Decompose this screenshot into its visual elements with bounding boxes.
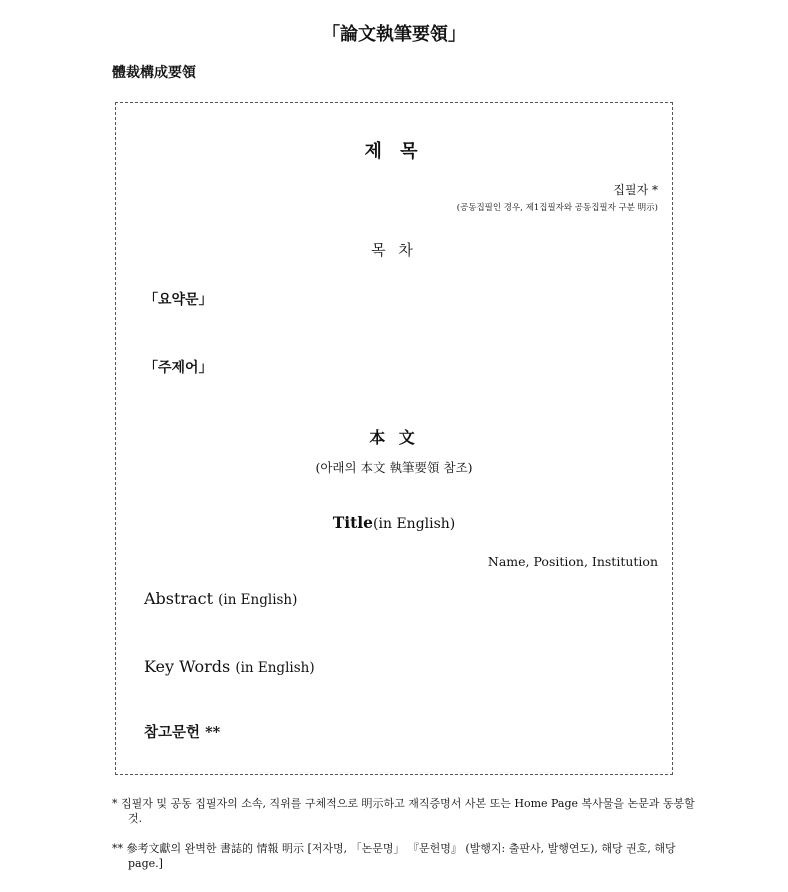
abstract-label: Abstract bbox=[144, 589, 214, 608]
keywords-en-label: Key Words bbox=[144, 657, 231, 676]
english-title-suffix: (in English) bbox=[373, 516, 456, 532]
summary-label: 「요약문」 bbox=[144, 292, 213, 308]
english-author-line: Name, Position, Institution bbox=[487, 554, 658, 569]
paper-title-placeholder: 제 목 bbox=[364, 141, 424, 162]
keywords-en-line bbox=[144, 657, 315, 676]
body-note: (아래의 本文 執筆要領 참조) bbox=[315, 460, 473, 475]
document-title: 「論文執筆要領」 bbox=[322, 24, 466, 45]
template-frame bbox=[115, 102, 673, 775]
footnote-references: ** 參考文獻의 완벽한 書誌的 情報 明示 [저자명, 「논문명」 『문헌명』 (발행지: 출판사, 발행연도), 해당 권호, 해당 page.] bbox=[112, 842, 676, 870]
author-placeholder: 집필자 * bbox=[613, 183, 658, 197]
section-heading: 體裁構成要領 bbox=[112, 65, 196, 81]
author-note: (공동집필인 경우, 제1집필자와 공동집필자 구분 明示) bbox=[456, 203, 658, 213]
keywords-kr-label: 「주제어」 bbox=[144, 360, 213, 376]
keywords-en-suffix: (in English) bbox=[235, 660, 315, 676]
abstract-suffix: (in English) bbox=[218, 592, 298, 608]
english-title-line bbox=[116, 513, 672, 532]
references-label: 참고문헌 ** bbox=[144, 724, 221, 741]
table-of-contents-label: 목 차 bbox=[371, 241, 417, 259]
abstract-line bbox=[144, 589, 297, 608]
footnote-author: * 집필자 및 공동 집필자의 소속, 직위를 구체적으로 明示하고 재직증명서 사본 또는 Home Page 복사물을 논문과 동봉할 것. bbox=[112, 797, 695, 825]
body-heading: 本 文 bbox=[369, 428, 419, 447]
english-title-label: Title bbox=[332, 513, 374, 532]
